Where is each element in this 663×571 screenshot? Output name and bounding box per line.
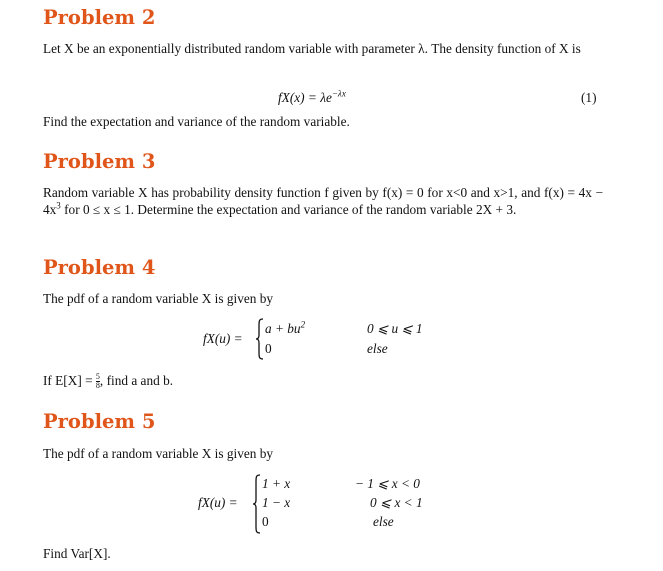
exponent: 3: [56, 200, 61, 211]
problem-5-lhs: fX(u) =: [198, 495, 238, 510]
numerator: 5: [95, 372, 100, 382]
text-part: for 0 ≤ x ≤ 1. Determine the expectation and variance of the random variable 2X + 3.: [60, 202, 517, 217]
problem-2-question: Find the expectation and variance of the random variable.: [43, 114, 350, 129]
problem-4-lhs: fX(u) =: [203, 331, 243, 346]
problem-4-question: [43, 372, 603, 390]
equation-lhs: fX(x) = λe: [278, 90, 332, 105]
case-cond: 0 ⩽ u ⩽ 1: [367, 321, 423, 336]
case-expr: 1 − x: [262, 495, 291, 510]
problem-4-text: The pdf of a random variable X is given by: [43, 291, 274, 306]
problem-2-heading: Problem 2: [43, 6, 156, 29]
problem-4-heading: Problem 4: [43, 256, 156, 279]
problem-5-heading: Problem 5: [43, 410, 156, 433]
text-part: Random variable X has probability density function f given by f(x) = 0 for x<0 and x>1, and f(x) = 4x − 4x: [43, 185, 603, 217]
problem-3-text: [43, 184, 603, 218]
problem-5-question: Find Var[X].: [43, 546, 111, 561]
left-brace: [252, 474, 261, 534]
denominator: 8: [95, 381, 100, 391]
text-part: , find a and b.: [99, 373, 174, 388]
case-cond: else: [367, 341, 388, 356]
case-cond: − 1 ⩽ x < 0: [355, 476, 420, 491]
case-expr: 0: [262, 514, 269, 529]
case-expr: 1 + x: [262, 476, 291, 491]
case-expr: 0: [265, 341, 272, 356]
problem-2-text: Let X be an exponentially distributed random variable with parameter λ. The density function of X is: [43, 41, 581, 56]
left-brace: [255, 318, 264, 360]
exponent: 2: [300, 319, 306, 330]
expr: a + bu: [265, 321, 301, 336]
case-cond: else: [373, 514, 394, 529]
problem-3-heading: Problem 3: [43, 150, 156, 173]
problem-5-text: The pdf of a random variable X is given by: [43, 446, 274, 461]
equation-number: (1): [581, 90, 597, 105]
case-expr: [265, 321, 305, 337]
equation-exponent: −λx: [331, 88, 346, 99]
problem-2-equation: [278, 90, 346, 106]
case-cond: 0 ⩽ x < 1: [370, 495, 423, 510]
text-part: If E[X] =: [43, 373, 96, 388]
